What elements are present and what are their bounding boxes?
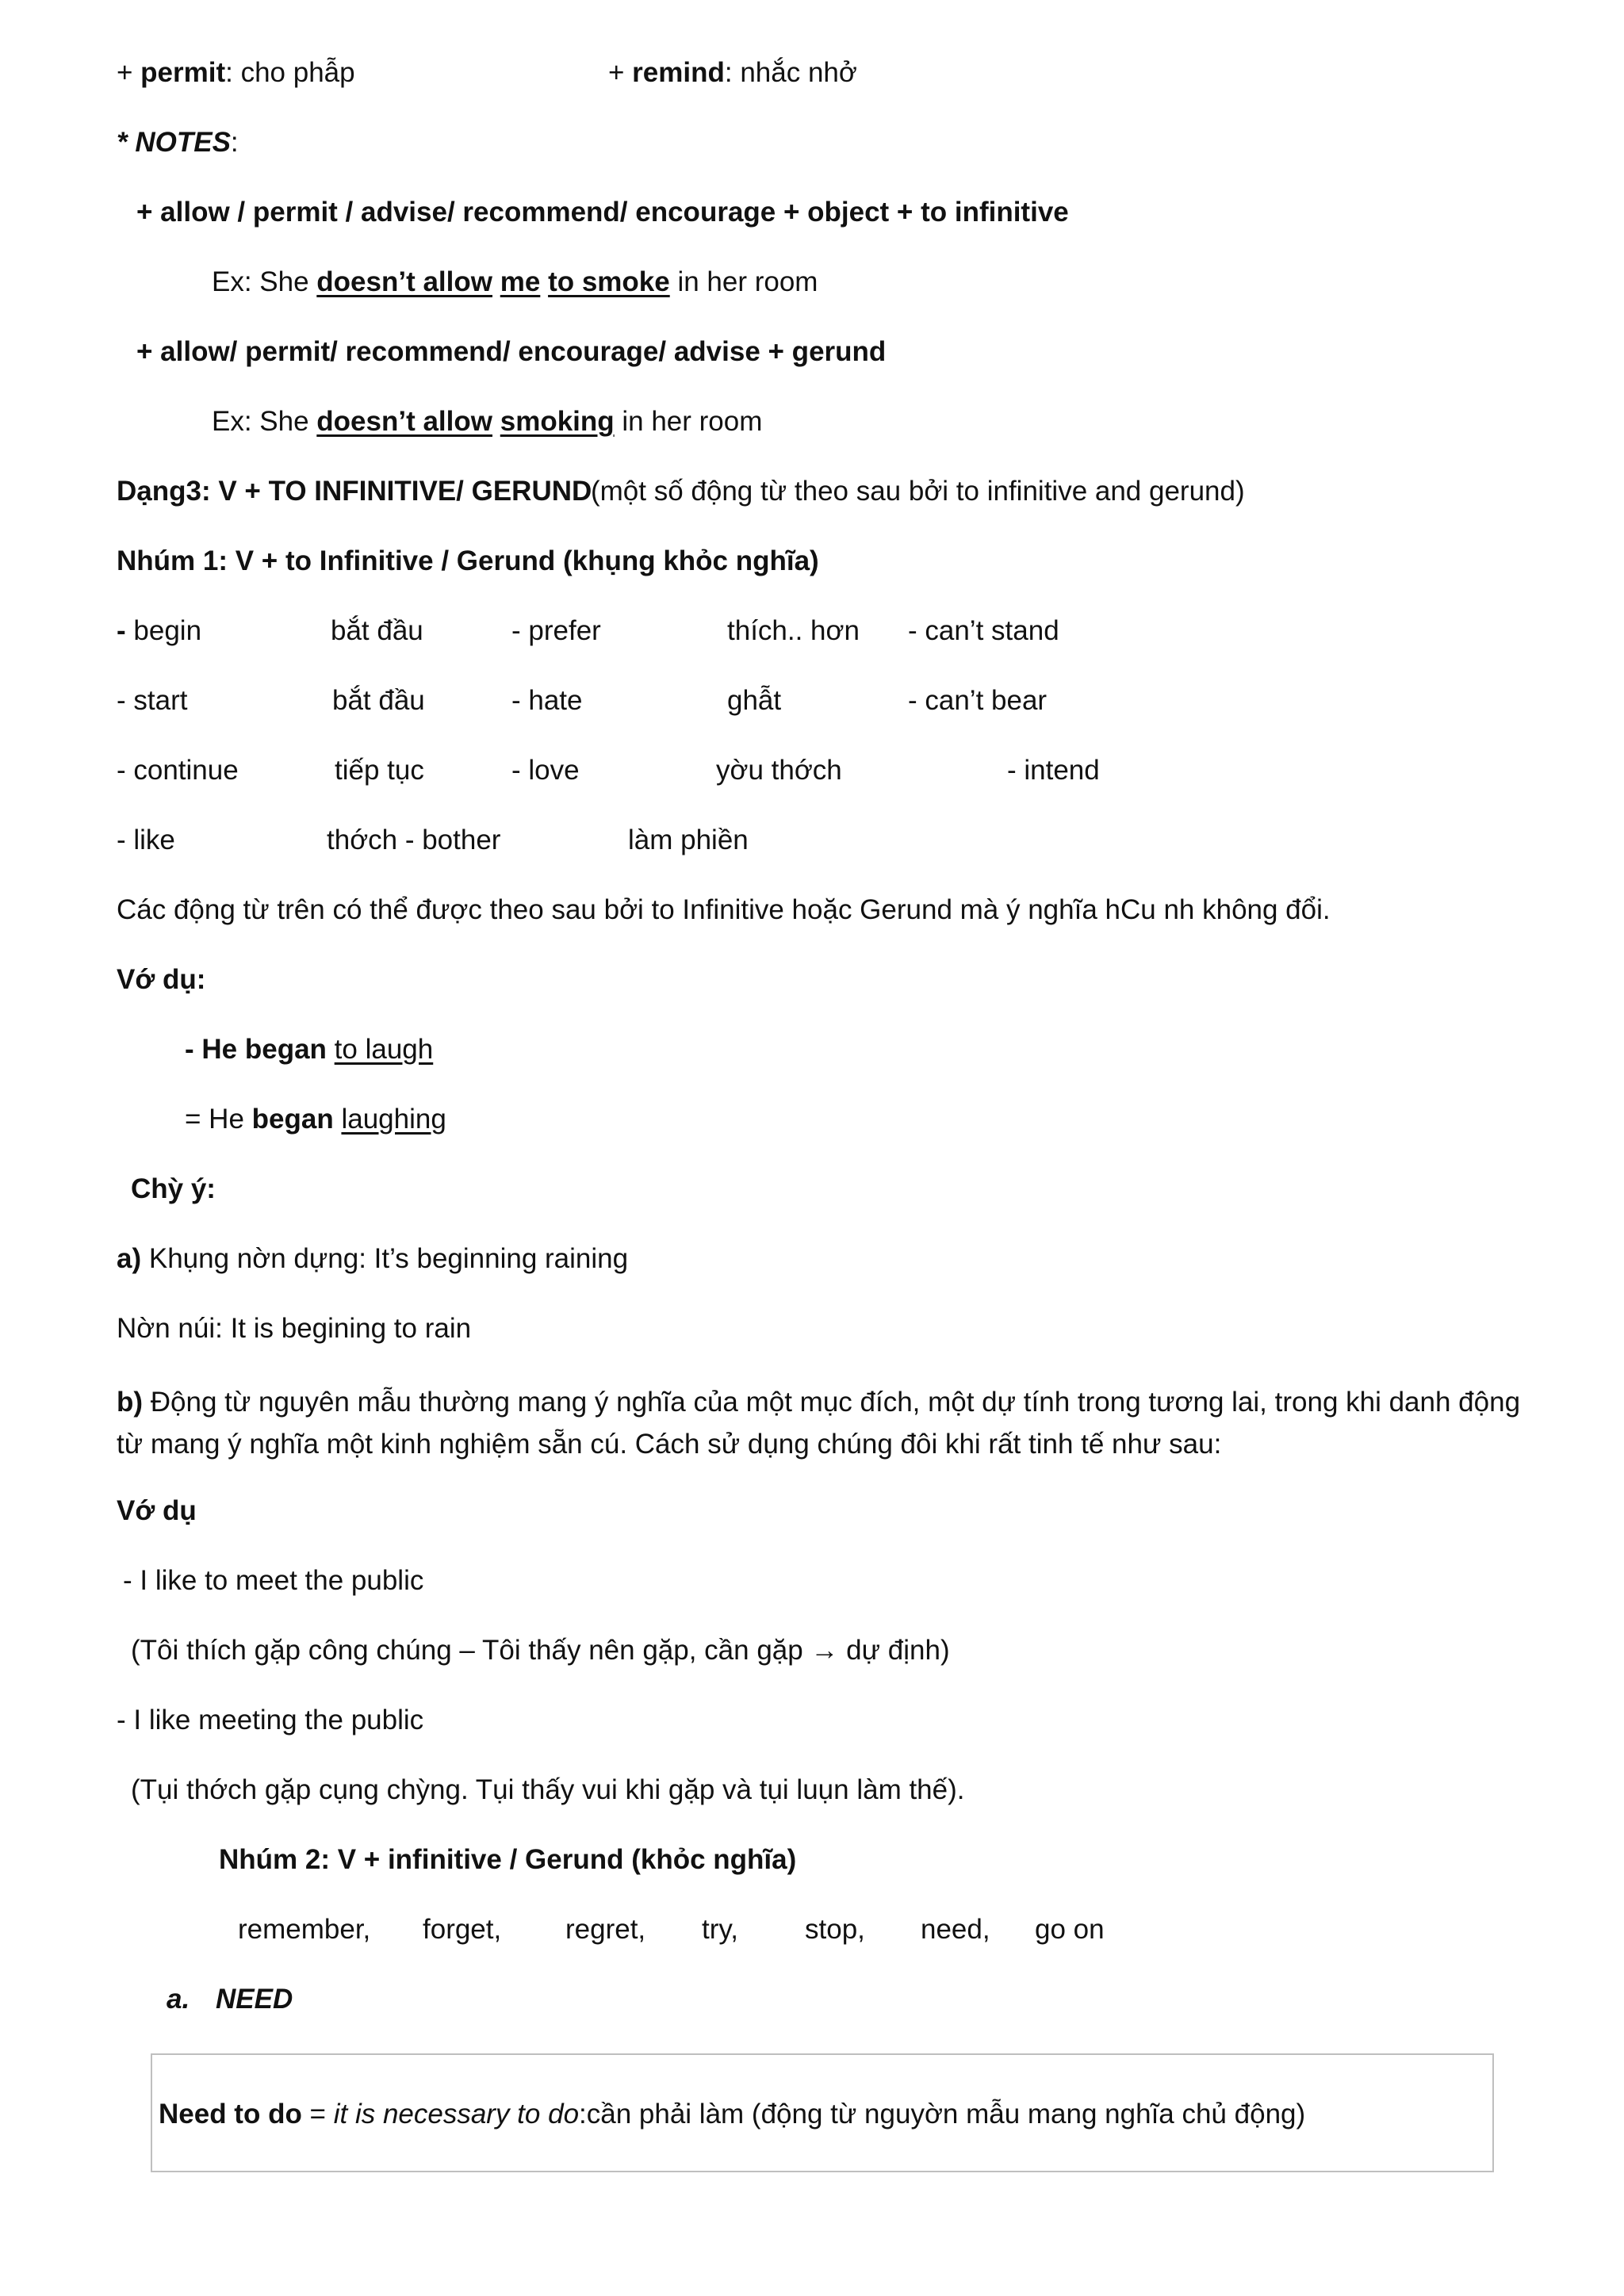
need-definition-box bbox=[151, 2053, 1494, 2172]
note-heading: Chỳ ý: bbox=[131, 1173, 216, 1204]
example-allow-gerund: Ex: She doesn’t allow smoking in her room bbox=[212, 406, 763, 437]
verb-remember: remember, bbox=[238, 1914, 371, 1945]
notes-heading: * NOTES: bbox=[117, 127, 239, 158]
nhom2-heading: Nhúm 2: V + infinitive / Gerund (khỏc nghĩa) bbox=[219, 1844, 797, 1875]
group2-verb-list bbox=[238, 1912, 1105, 1947]
nhom1-heading: Nhúm 1: V + to Infinitive / Gerund (khụng khỏc nghĩa) bbox=[117, 545, 819, 576]
verb-row-2: - start bắt đầu - hate ghẫt - can’t bear bbox=[117, 685, 1048, 716]
remind-entry: + remind: nhắc nhở bbox=[608, 57, 857, 88]
permit-entry: + permit: cho phẫp bbox=[117, 57, 355, 88]
verb-row-4: - like thớch - bother làm phiền bbox=[117, 825, 749, 855]
need-definition-text: Need to do = it is necessary to do:cần phải làm (động từ nguyờn mẫu mang nghĩa chủ động) bbox=[159, 2099, 1306, 2130]
verb-need: need, bbox=[921, 1914, 990, 1945]
example-like-to-meet: - I like to meet the public bbox=[123, 1565, 424, 1596]
description-nhom1: Các động từ trên có thể được theo sau bởi to Infinitive hoặc Gerund mà ý nghĩa hCu nh không đổi. bbox=[117, 894, 1331, 925]
note-a-correct: Nờn núi: It is begining to rain bbox=[117, 1313, 472, 1344]
need-heading: a. NEED bbox=[167, 1984, 293, 2015]
example-like-meeting: - I like meeting the public bbox=[117, 1705, 424, 1735]
example-label-2: Vớ dụ bbox=[117, 1495, 197, 1526]
verb-stop: stop, bbox=[805, 1914, 865, 1945]
verb-try: try, bbox=[702, 1914, 739, 1945]
rule-object-infinitive: + allow / permit / advise/ recommend/ encourage + object + to infinitive bbox=[136, 197, 1069, 228]
example-began-to-laugh: - He began to laugh bbox=[185, 1034, 434, 1065]
verb-row-3: - continue tiếp tục - love yờu thớch - intend bbox=[117, 755, 1100, 786]
verb-row-1: - begin bắt đầu - prefer thích.. hơn - can’t stand bbox=[117, 615, 1059, 646]
example-label: Vớ dụ: bbox=[117, 964, 206, 995]
rule-gerund: + allow/ permit/ recommend/ encourage/ advise + gerund bbox=[136, 336, 887, 367]
example-allow-infinitive: Ex: She doesn’t allow me to smoke in her room bbox=[212, 266, 818, 297]
example-began-laughing: = He began laughing bbox=[185, 1104, 446, 1135]
line-permit-remind bbox=[117, 55, 857, 90]
verb-forget: forget, bbox=[423, 1914, 502, 1945]
example-like-meeting-note: (Tụi thớch gặp cụng chỳng. Tụi thấy vui khi gặp và tụi luụn làm thế). bbox=[131, 1774, 965, 1805]
note-a: a) Khụng nờn dựng: It’s beginning raining bbox=[117, 1243, 629, 1274]
example-like-to-meet-note: (Tôi thích gặp công chúng – Tôi thấy nên gặp, cần gặp → dự định) bbox=[131, 1635, 950, 1666]
note-b: b) Động từ nguyên mẫu thường mang ý nghĩa của một mục đích, một dự tính trong tương lai, trong khi danh động từ mang ý nghĩa một kinh nghiệm sẵn cú. Cách sử dụng chúng đôi khi rất tinh tế như sau: bbox=[117, 1387, 1521, 1460]
dang3-heading: Dạng3: V + TO INFINITIVE/ GERUND (một số động từ theo sau bởi to infinitive and gerund) bbox=[117, 476, 1245, 507]
verb-regret: regret, bbox=[565, 1914, 646, 1945]
verb-go-on: go on bbox=[1035, 1914, 1105, 1945]
